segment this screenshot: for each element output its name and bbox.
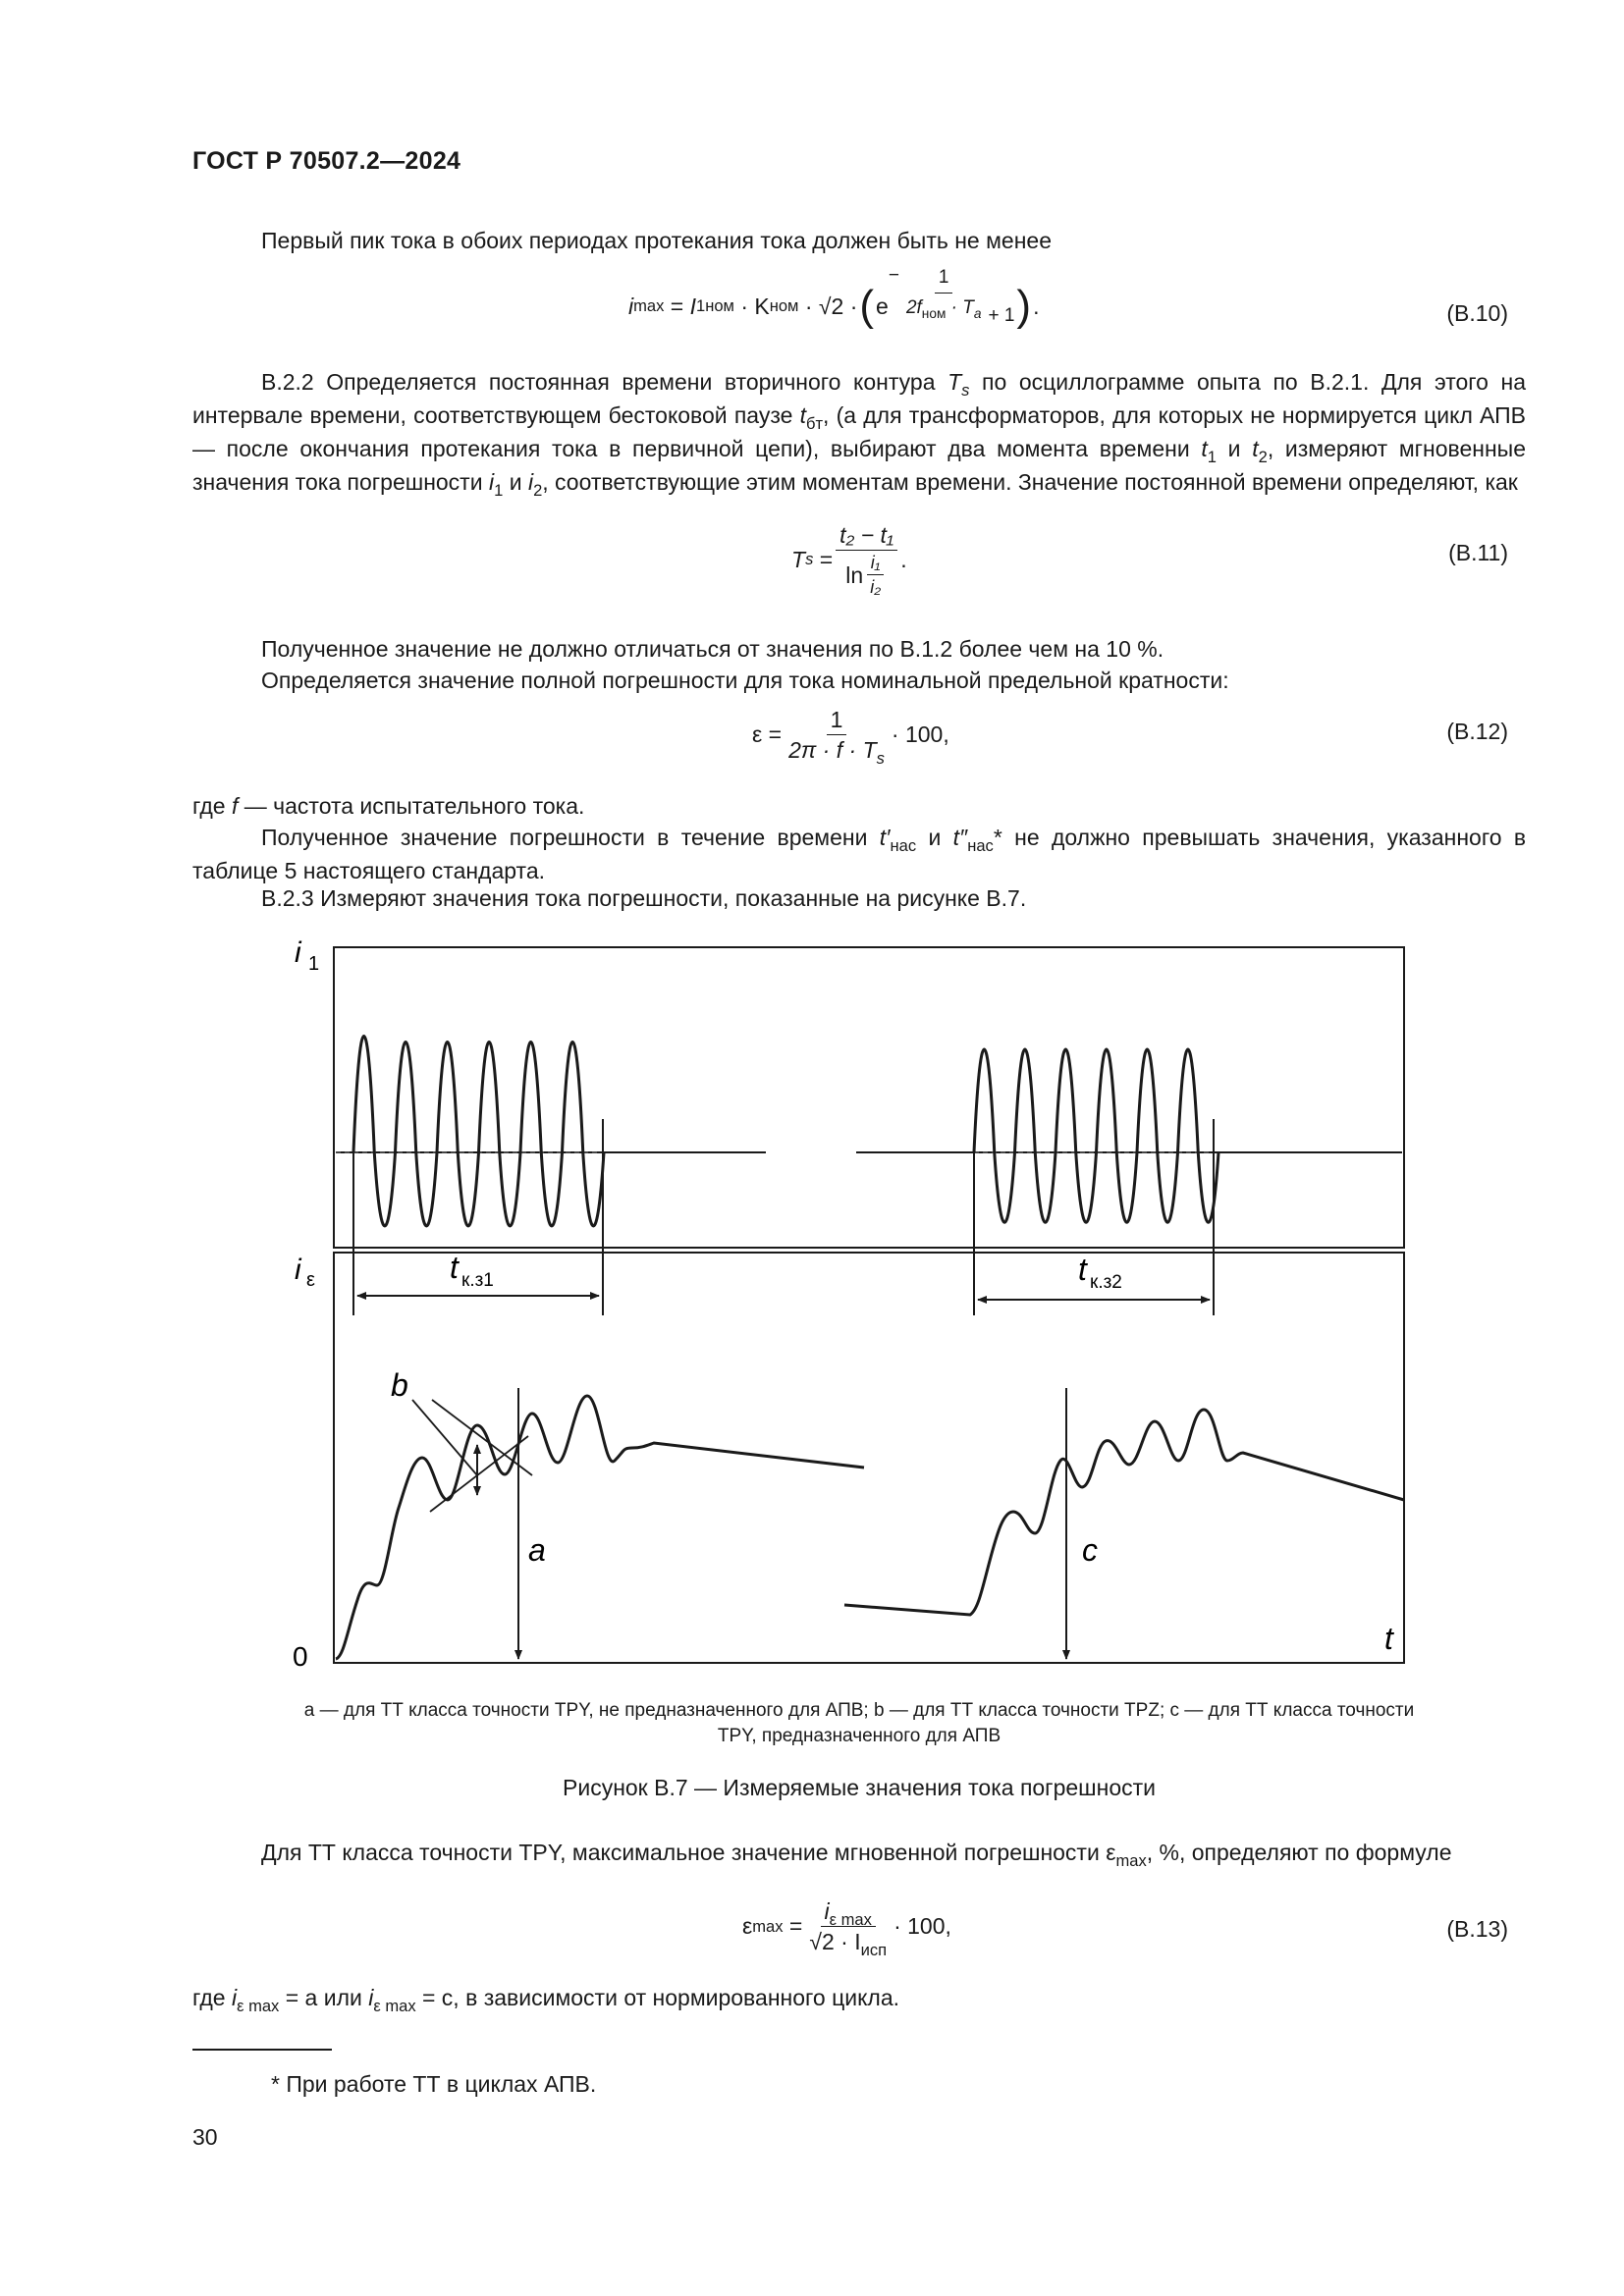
- primary-current-wave-2: [974, 1049, 1218, 1222]
- paragraph-where-f: где f — частота испытательного тока.: [192, 793, 585, 819]
- equation-b10: i max = I 1ном · K ном · √2 · ( e − $\frac{1}{2f_{ном} \cdot T_a}$ + 1 ) .: [628, 264, 1040, 330]
- paragraph-b22: В.2.2 Определяется постоянная времени вторичного контура $T_s$ по осциллограмме опыта по В.2.1. Для этого на интервале времени, соответствующем бестоковой паузе $t_{бт}$, (а для трансформаторов, для которых не нормируется цикл АПВ — после окончания протекания тока в первичной цепи), выбирают два момента времени $t_1$ и $t_2$, измеряют мгновенные значения тока погрешности $i_1$ и $i_2$, соответствующие этим моментам времени. Значение постоянной времени определяют, как: [192, 369, 1527, 500]
- paragraph-received-value: Полученное значение не должно отличаться от значения по В.1.2 более чем на 10 %.: [261, 636, 1164, 662]
- label-zero: 0: [293, 1641, 308, 1672]
- label-tk1: t: [450, 1250, 459, 1285]
- label-i1: i: [295, 936, 301, 969]
- label-tk2: t: [1078, 1252, 1087, 1287]
- equation-b12: ε = $\frac{1}{2\pi \cdot f \cdot T_s}$ · 100,: [752, 707, 949, 768]
- paragraph-b23: В.2.3 Измеряют значения тока погрешности, показанные на рисунке В.7.: [261, 885, 1027, 911]
- paragraph-tpy: Для ТТ класса точности TPY, максимальное значение мгновенной погрешности $\varepsilon_{max}$, %, определяют по формуле: [261, 1840, 1452, 1870]
- error-current-curve-2: [844, 1410, 1404, 1615]
- figure-legend-line1: a — для ТТ класса точности TPY, не предназначенного для АПВ; b — для ТТ класса точности TPZ; c — для ТТ класса точности: [303, 1700, 1415, 1721]
- label-tk1-sub: к.з1: [461, 1270, 494, 1291]
- label-ie: i: [295, 1254, 301, 1286]
- figure-legend: [192, 1698, 1526, 1749]
- equation-b11: T s = t₂ − t₁ ln $\frac{\text{i₁}}{\text{i₂}}$ .: [791, 522, 907, 597]
- label-a: a: [528, 1532, 546, 1568]
- equation-b13: ε max = $\frac{i_{\varepsilon max}}{√2 \cdot I_{исп}}$ · 100,: [742, 1898, 951, 1959]
- label-tk2-sub: к.з2: [1090, 1272, 1122, 1293]
- label-b: b: [391, 1367, 408, 1403]
- label-t: t: [1384, 1621, 1393, 1656]
- paragraph-first-peak: Первый пик тока в обоих периодах протекания тока должен быть не менее: [261, 228, 1052, 253]
- error-current-curve-1: [336, 1396, 864, 1659]
- equation-b12-label: (В.12): [1446, 719, 1508, 744]
- footnote-rule: [192, 2049, 332, 2051]
- label-c: c: [1082, 1532, 1098, 1568]
- figure-b7: [275, 923, 1434, 1679]
- page-number: 30: [192, 2124, 218, 2150]
- equation-b11-label: (В.11): [1448, 540, 1508, 565]
- primary-current-wave-1: [353, 1037, 604, 1227]
- paragraph-full-error: Определяется значение полной погрешности для тока номинальной предельной кратности:: [261, 667, 1229, 693]
- label-ie-sub: ε: [306, 1269, 315, 1291]
- figure-title: Рисунок В.7 — Измеряемые значения тока погрешности: [563, 1775, 1156, 1800]
- paragraph-error-time: Полученное значение погрешности в течение времени $t'_{нас}$ и $t''_{нас}*$ не должно превышать значения, указанного в таблице 5 настоящего стандарта.: [192, 825, 1527, 883]
- equation-b10-label: (В.10): [1446, 300, 1508, 326]
- figure-legend-line2: TPY, предназначенного для АПВ: [717, 1726, 1001, 1746]
- footnote: * При работе ТТ в циклах АПВ.: [271, 2071, 597, 2097]
- equation-b13-label: (В.13): [1446, 1916, 1508, 1942]
- label-i1-sub: 1: [308, 953, 320, 975]
- paragraph-where-ieps: где $i_{\varepsilon max} = a$ или $i_{\varepsilon max} = c$, в зависимости от нормированного цикла.: [192, 1985, 900, 2015]
- document-header: ГОСТ Р 70507.2—2024: [192, 147, 461, 175]
- figure-top-frame: [334, 947, 1404, 1248]
